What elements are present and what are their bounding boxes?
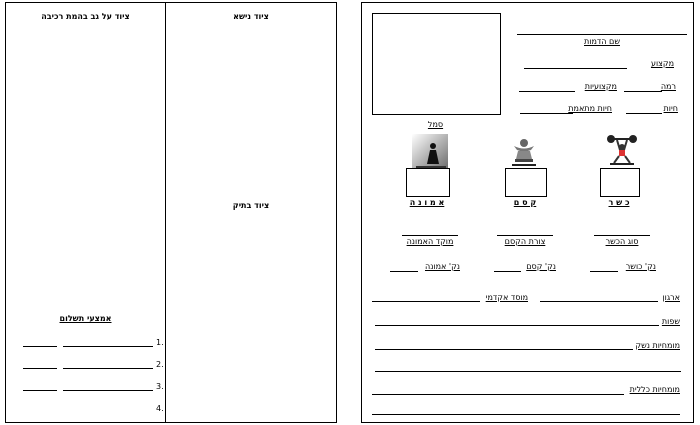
magic-type-field[interactable] xyxy=(497,235,553,236)
weapons-field[interactable] xyxy=(375,349,633,350)
languages-label: שפות xyxy=(661,317,680,326)
profession-field[interactable] xyxy=(524,68,627,69)
payment-row-number: 1. xyxy=(156,338,164,347)
fitness-type-field[interactable] xyxy=(594,235,650,236)
academic-field[interactable] xyxy=(372,301,480,302)
magician-figure-image xyxy=(510,137,538,167)
magic-points-field[interactable] xyxy=(494,271,521,272)
payment-row-number: 2. xyxy=(156,360,164,369)
organization-label: ארגון xyxy=(662,293,680,302)
fitness-type-label: סוג הכשר xyxy=(605,237,639,246)
level-label: רמה xyxy=(660,82,676,91)
payment-row-number: 4. xyxy=(156,404,164,413)
prof-levels-field[interactable] xyxy=(519,91,575,92)
languages-field[interactable] xyxy=(375,325,659,326)
meditating-figure-image xyxy=(412,134,448,170)
organization-field[interactable] xyxy=(540,301,658,302)
character-name-field[interactable] xyxy=(517,34,687,35)
level-field[interactable] xyxy=(624,91,662,92)
ki-label: חיות מתאמת xyxy=(568,104,612,113)
column-divider xyxy=(165,3,166,422)
mount-gear-header: ציוד על גב בהמת רכיבה xyxy=(41,12,130,21)
character-sheet-page xyxy=(361,2,694,423)
payment-title: אמצעי תשלום xyxy=(59,314,112,323)
character-portrait-box[interactable] xyxy=(372,13,501,115)
bag-gear-label: ציוד בתיק xyxy=(232,201,270,210)
general-field-extra[interactable] xyxy=(372,414,680,415)
fitness-value-box[interactable] xyxy=(600,168,640,197)
character-name-label: שם הדמות xyxy=(584,37,620,46)
symbol-label: סמל xyxy=(427,120,444,129)
payment-row-number: 3. xyxy=(156,382,164,391)
faith-type-label: מוקד האמונה xyxy=(406,237,454,246)
prof-levels-label: מקצועיות xyxy=(584,82,617,91)
faith-value-box[interactable] xyxy=(406,168,450,197)
fitness-stat-label: כ ש ר xyxy=(608,198,630,207)
faith-points-field[interactable] xyxy=(390,271,418,272)
life-field[interactable] xyxy=(626,113,662,114)
faith-points-label: נק' אמונה xyxy=(424,262,460,271)
weapons-field-extra[interactable] xyxy=(375,371,681,372)
magic-type-label: צורת הקסם xyxy=(504,237,546,246)
carried-gear-header: ציוד נישא xyxy=(233,12,269,21)
weapons-label: מומחיות נשק xyxy=(635,341,680,350)
weightlifter-figure-image xyxy=(606,134,638,166)
equipment-page xyxy=(5,2,337,423)
academic-label: מוסד אקדמי xyxy=(485,293,528,302)
fitness-points-field[interactable] xyxy=(590,271,618,272)
general-label: מומחיות כללית xyxy=(629,385,680,394)
general-field[interactable] xyxy=(372,394,624,395)
faith-type-field[interactable] xyxy=(402,235,458,236)
profession-label: מקצוע xyxy=(650,59,674,68)
life-label: חיות xyxy=(663,104,678,113)
magic-stat-label: ק ס ם xyxy=(513,198,537,207)
fitness-points-label: נק' כושר xyxy=(625,262,656,271)
magic-value-box[interactable] xyxy=(505,168,547,197)
faith-stat-label: א מ ו נ ה xyxy=(409,198,445,207)
magic-points-label: נק' קסם xyxy=(526,262,556,271)
